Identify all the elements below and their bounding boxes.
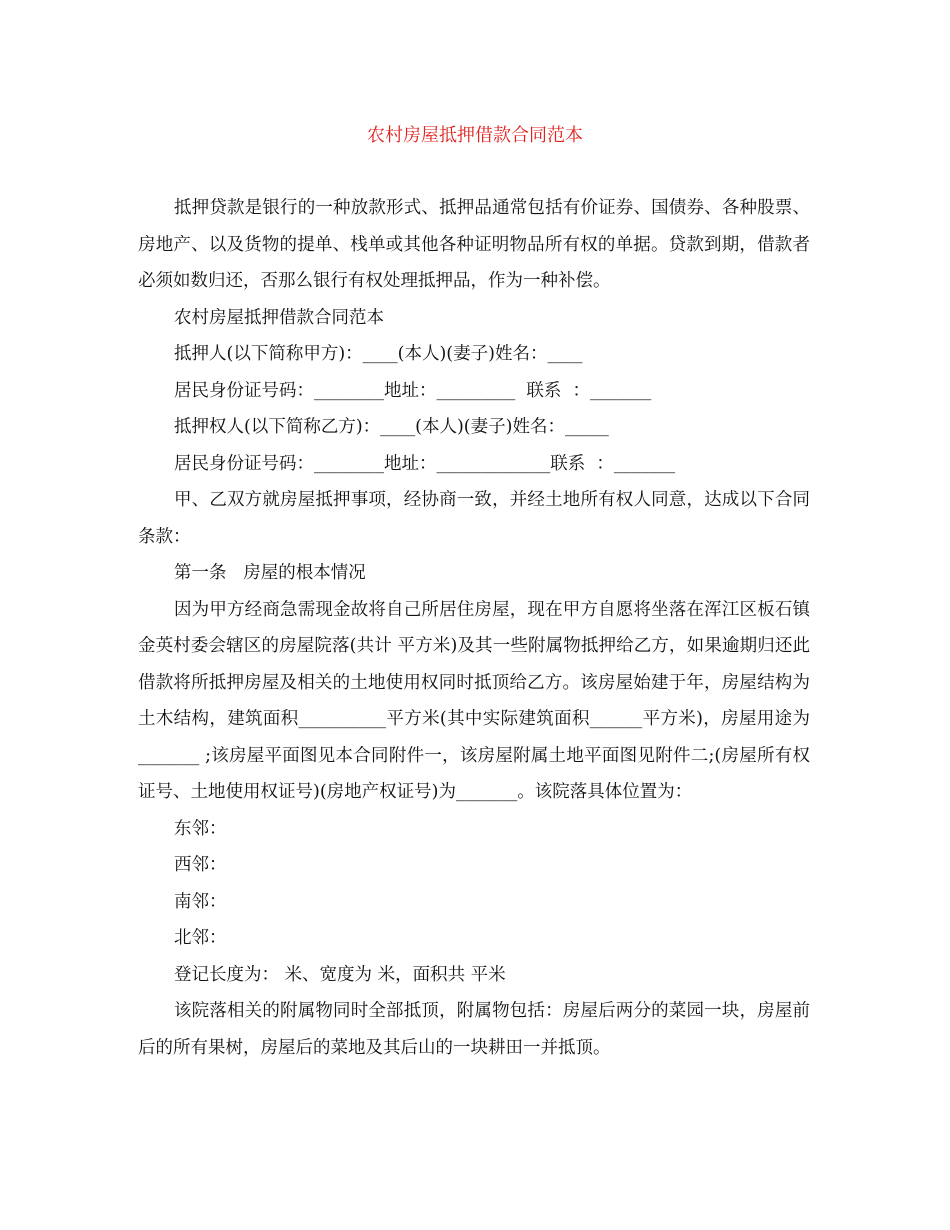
party-a-line: 抵押人(以下简称甲方)：____(本人)(妻子)姓名：____ xyxy=(174,344,583,364)
registration-line: 登记长度为： 米、宽度为 米，面积共 平米 xyxy=(174,964,506,985)
document-body xyxy=(138,190,810,1066)
agreement-paragraph: 甲、乙双方就房屋抵押事项，经协商一致，并经土地所有权人同意，达成以下合同条款： xyxy=(138,490,810,547)
party-b-id-line: 居民身份证号码：________地址：_____________联系 ：_______ xyxy=(174,453,676,474)
south-neighbor: 南邻： xyxy=(174,891,227,912)
document-title: 农村房屋抵押借款合同范本 xyxy=(367,125,583,146)
north-neighbor: 北邻： xyxy=(174,928,227,948)
west-neighbor: 西邻： xyxy=(174,855,227,875)
east-neighbor: 东邻： xyxy=(174,818,227,839)
party-a-id-line: 居民身份证号码：________地址：_________ 联系 ：_______ xyxy=(174,380,652,401)
party-b-line: 抵押权人(以下简称乙方)：____(本人)(妻子)姓名：_____ xyxy=(174,417,609,437)
article-1-heading: 第一条 房屋的根本情况 xyxy=(174,563,366,583)
appendages-paragraph: 该院落相关的附属物同时全部抵顶，附属物包括：房屋后两分的菜园一块，房屋前后的所有果树，房屋后的菜地及其后山的一块耕田一并抵顶。 xyxy=(138,1001,810,1058)
article-1-body: 因为甲方经商急需现金故将自己所居住房屋，现在甲方自愿将坐落在浑江区板石镇金英村委会辖区的房屋院落(共计 平方米)及其一些附属物抵押给乙方，如果逾期归还此借款将所抵押房屋及相关的土地使用权同时抵顶给乙方。该房屋始建于年，房屋结构为土木结构，建筑面积__________平方米(其中实际建筑面积______平方米)，房屋用途为_______ ;该房屋平面图见本合同附件一，该房屋附属土地平面图见附件二;(房屋所有权证号、土地使用权证号)(房地产权证号)为_______。该院落具体位置为： xyxy=(138,599,810,802)
intro-paragraph: 抵押贷款是银行的一种放款形式、抵押品通常包括有价证券、国债券、各种股票、房地产、以及货物的提单、栈单或其他各种证明物品所有权的单据。贷款到期，借款者必须如数归还，否那么银行有权处理抵押品，作为一种补偿。 xyxy=(138,198,810,291)
contract-subtitle: 农村房屋抵押借款合同范本 xyxy=(174,307,384,328)
